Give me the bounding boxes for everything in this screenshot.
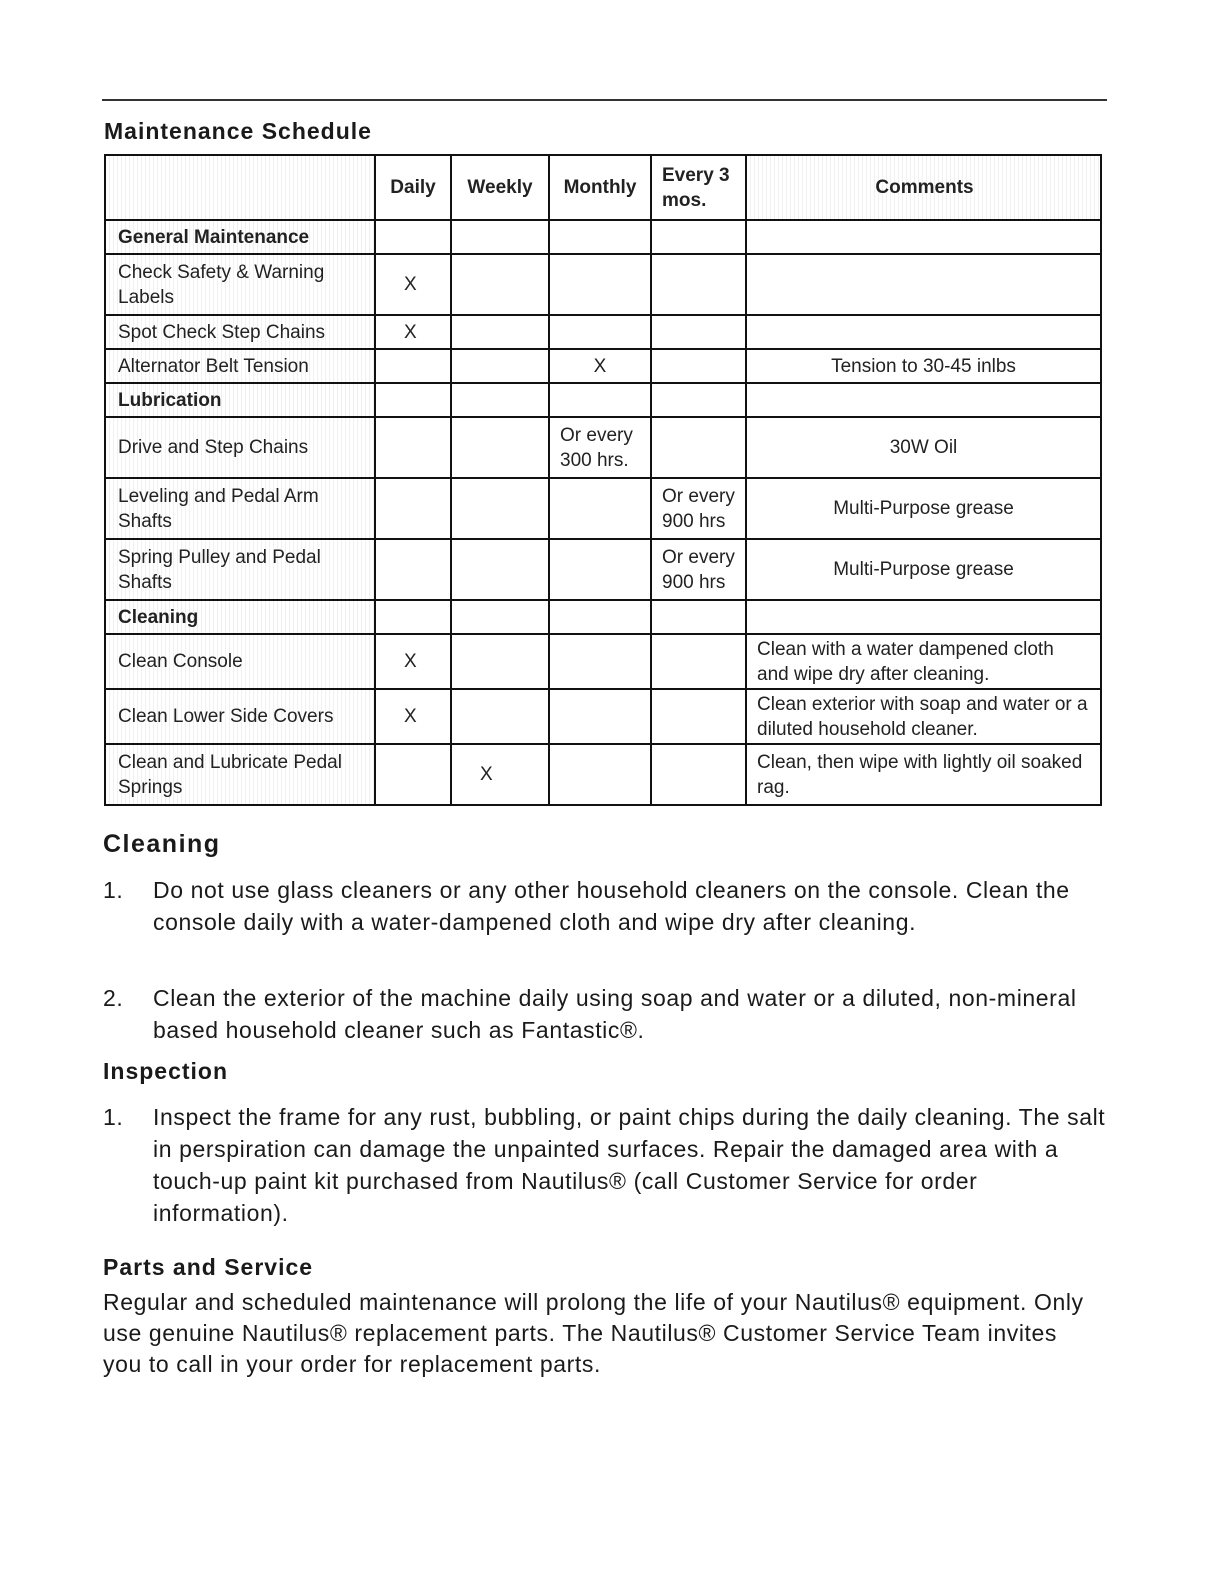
table-row: [105, 539, 1101, 600]
parts-and-service-heading: Parts and Service: [103, 1254, 314, 1280]
monthly-cell: [549, 634, 651, 689]
section-lubrication: Lubrication: [105, 383, 375, 417]
comments-cell: [746, 315, 1101, 349]
comments-cell: [746, 254, 1101, 315]
table-row: [105, 634, 1101, 689]
comments-cell: Multi-Purpose grease: [746, 478, 1101, 539]
header-weekly: Weekly: [451, 155, 549, 220]
list-number: 1.: [103, 877, 124, 903]
list-text: Clean the exterior of the machine daily using soap and water or a diluted, non-mineral based household cleaner such as Fantastic®.: [153, 985, 1077, 1043]
every3-cell: [651, 417, 746, 478]
table-row: [105, 689, 1101, 744]
header-monthly: Monthly: [549, 155, 651, 220]
task-cell: Drive and Step Chains: [105, 417, 375, 478]
weekly-cell: X: [451, 744, 549, 805]
header-every-3-mos: Every 3 mos.: [651, 155, 746, 220]
comments-cell: Tension to 30-45 inlbs: [746, 349, 1101, 383]
monthly-cell: [549, 744, 651, 805]
comments-cell: Clean, then wipe with lightly oil soaked rag.: [746, 744, 1101, 805]
task-cell: Spring Pulley and Pedal Shafts: [105, 539, 375, 600]
every3-cell: Or every 900 hrs: [651, 478, 746, 539]
table-row: [105, 254, 1101, 315]
weekly-cell: [451, 539, 549, 600]
every3-cell: [651, 254, 746, 315]
weekly-cell: [451, 634, 549, 689]
parts-and-service-text: Regular and scheduled maintenance will prolong the life of your Nautilus® equipment. Only use genuine Nautilus® replacement parts. The Nautilus® Customer Service Team invites you to call in your order for replacement parts.: [103, 1289, 1084, 1377]
list-text: Do not use glass cleaners or any other household cleaners on the console. Clean the console daily with a water-dampened cloth and wipe dry after cleaning.: [153, 877, 1070, 935]
task-cell: Alternator Belt Tension: [105, 349, 375, 383]
table-row: [105, 417, 1101, 478]
weekly-cell: [451, 349, 549, 383]
section-row: [105, 220, 1101, 254]
table-row: [105, 744, 1101, 805]
section-cleaning: Cleaning: [105, 600, 375, 634]
task-cell: Clean Console: [105, 634, 375, 689]
comments-cell: Multi-Purpose grease: [746, 539, 1101, 600]
comments-cell: Clean exterior with soap and water or a diluted household cleaner.: [746, 689, 1101, 744]
section-general-maintenance: General Maintenance: [105, 220, 375, 254]
weekly-cell: [451, 254, 549, 315]
list-number: 1.: [103, 1104, 124, 1130]
weekly-cell: [451, 417, 549, 478]
every3-cell: [651, 634, 746, 689]
section-row: [105, 600, 1101, 634]
daily-cell: [375, 349, 451, 383]
monthly-cell: [549, 254, 651, 315]
daily-cell: [375, 417, 451, 478]
maintenance-schedule-table: [104, 154, 1102, 806]
cleaning-heading: Cleaning: [103, 830, 221, 858]
monthly-cell: Or every 300 hrs.: [549, 417, 651, 478]
every3-cell: Or every 900 hrs: [651, 539, 746, 600]
maintenance-schedule-title: Maintenance Schedule: [104, 118, 372, 144]
every3-cell: [651, 689, 746, 744]
monthly-cell: [549, 478, 651, 539]
daily-cell: X: [375, 315, 451, 349]
weekly-cell: [451, 478, 549, 539]
table-row: [105, 315, 1101, 349]
header-task: [105, 155, 375, 220]
table-row: [105, 349, 1101, 383]
list-text: Inspect the frame for any rust, bubbling, or paint chips during the daily cleaning. The salt in perspiration can damage the unpainted surfaces. Repair the damaged area with a touch-up paint kit purchased from Nautilus® (call Customer Service for order information).: [153, 1104, 1106, 1226]
comments-cell: Clean with a water dampened cloth and wipe dry after cleaning.: [746, 634, 1101, 689]
monthly-cell: [549, 689, 651, 744]
every3-cell: [651, 349, 746, 383]
top-rule: [102, 99, 1107, 101]
daily-cell: [375, 478, 451, 539]
table-row: [105, 478, 1101, 539]
inspection-heading: Inspection: [103, 1058, 229, 1084]
header-comments: Comments: [746, 155, 1101, 220]
monthly-cell: [549, 315, 651, 349]
every3-cell: [651, 315, 746, 349]
daily-cell: [375, 744, 451, 805]
weekly-cell: [451, 315, 549, 349]
daily-cell: X: [375, 254, 451, 315]
weekly-cell: [451, 689, 549, 744]
task-cell: Leveling and Pedal Arm Shafts: [105, 478, 375, 539]
task-cell: Clean and Lubricate Pedal Springs: [105, 744, 375, 805]
task-cell: Spot Check Step Chains: [105, 315, 375, 349]
section-row: [105, 383, 1101, 417]
daily-cell: X: [375, 689, 451, 744]
header-daily: Daily: [375, 155, 451, 220]
list-number: 2.: [103, 985, 124, 1011]
table-header-row: [105, 155, 1101, 220]
comments-cell: 30W Oil: [746, 417, 1101, 478]
monthly-cell: [549, 539, 651, 600]
monthly-cell: X: [549, 349, 651, 383]
daily-cell: [375, 539, 451, 600]
daily-cell: X: [375, 634, 451, 689]
task-cell: Check Safety & Warning Labels: [105, 254, 375, 315]
every3-cell: [651, 744, 746, 805]
task-cell: Clean Lower Side Covers: [105, 689, 375, 744]
